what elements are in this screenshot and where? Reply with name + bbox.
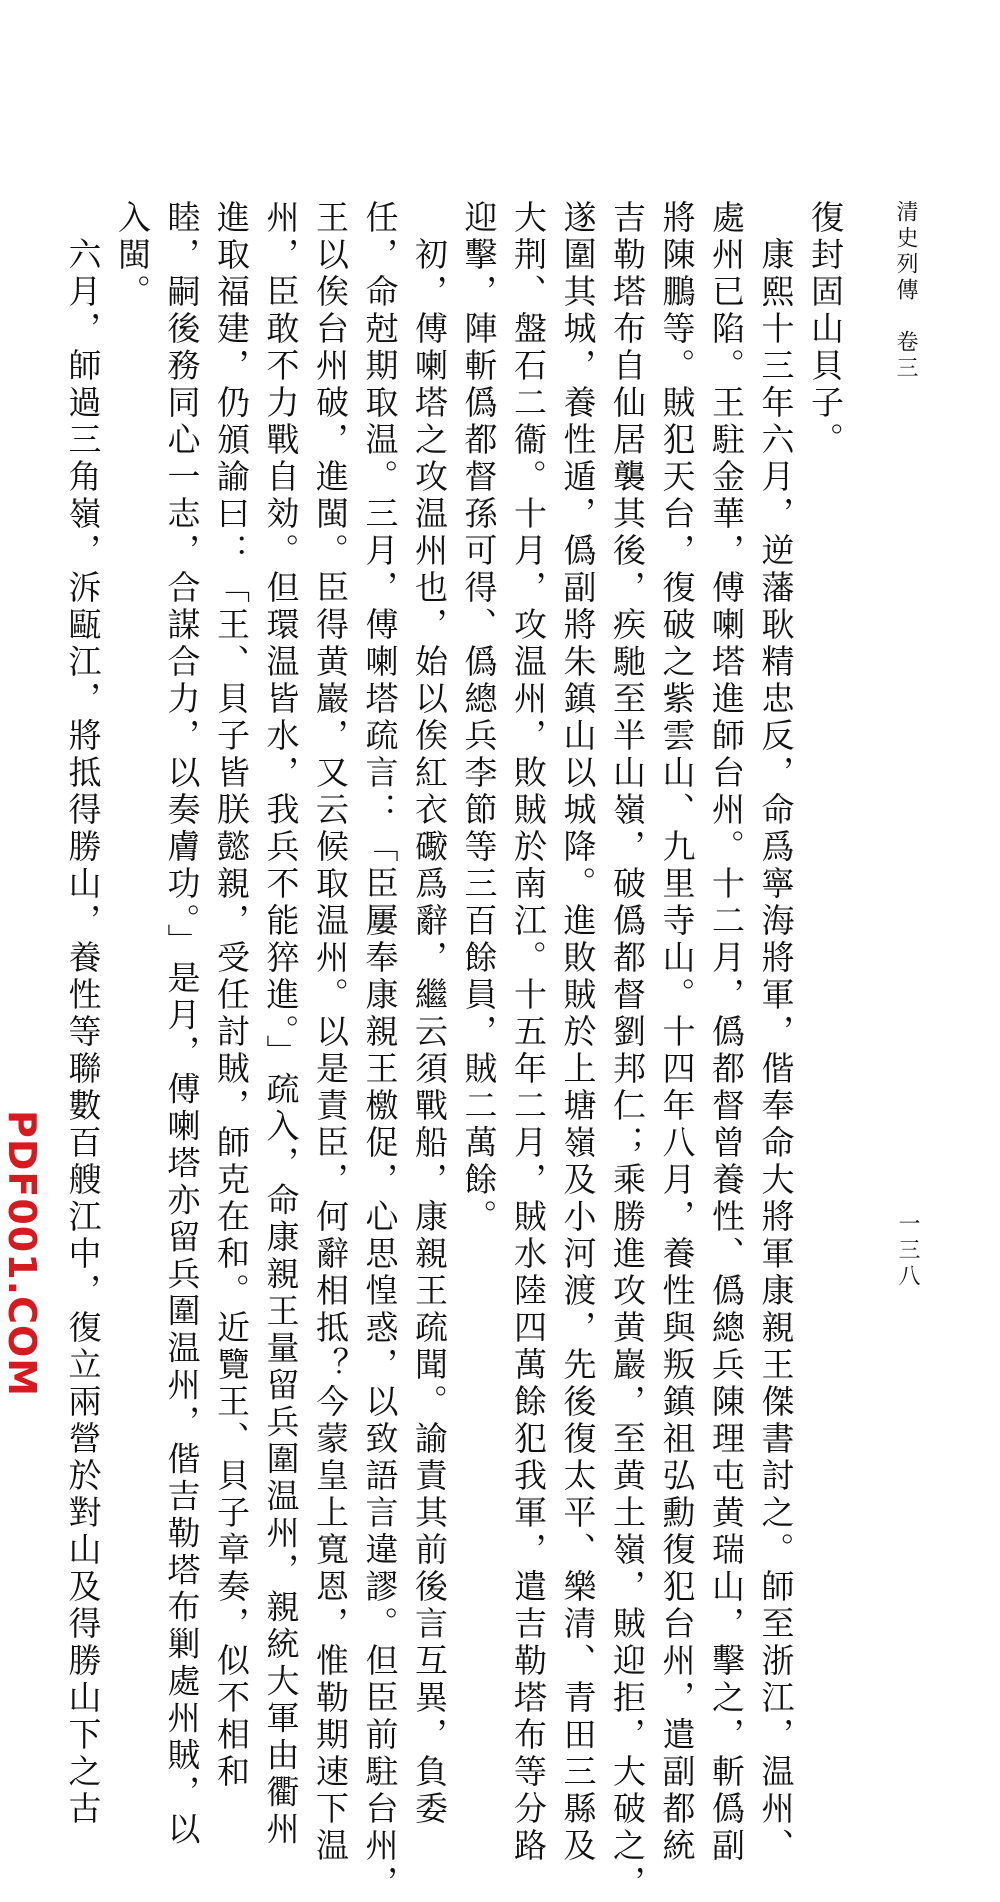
text-column: 進取福建，仍頒諭曰：「王、貝子皆朕懿親，受任討賊，師克在和。近覽王、貝子章奏，似不相和 — [212, 200, 251, 1791]
text-column: 州，臣敢不力戰自効。但環温皆水，我兵不能猝進。」疏入，命康親王量留兵圍温州，親統大軍由衢州 — [261, 200, 301, 1849]
text-column: 復封固山貝子。 — [806, 200, 845, 459]
text-column: 入閩。 — [113, 200, 152, 311]
text-column: 六月，師過三角嶺，泝甌江，將抵得勝山，養性等聯數百艘江中，復立兩營於對山及得勝山下之古 — [63, 200, 103, 1828]
watermark: PDF001.COM — [0, 1110, 44, 1398]
text-column: 將陳鵬等。賊犯天台，復破之紫雲山、九里寺山。十四年八月，養性與叛鎮祖弘勳復犯台州，遣副都統 — [657, 200, 697, 1865]
text-column: 王以俟台州破，進閩。臣得黄巖，又云候取温州。以是責臣，何辭相抵？今蒙皇上寬恩，惟勒期速下温 — [311, 200, 350, 1865]
running-header-title: 清史列傳 卷三 — [893, 200, 918, 382]
text-column: 處州已陷。王駐金華，傅喇塔進師台州。十二月，僞都督曾養性、僞總兵陳理屯黄瑞山，擊之，斬僞副 — [707, 200, 746, 1865]
text-column: 康熙十三年六月，逆藩耿精忠反，命爲寧海將軍，偕奉命大將軍康親王傑書討之。師至浙江，温州、 — [756, 200, 796, 1865]
text-column: 大荆、盤石二衞。十月，攻温州，敗賊於南江。十五年二月，賊水陸四萬餘犯我軍，遣吉勒塔布等分路 — [509, 200, 548, 1865]
text-column: 睦，嗣後務同心一志，合謀合力，以奏膚功。」是月，傅喇塔亦留兵圍温州，偕吉勒塔布剿處州賊，以 — [162, 200, 202, 1849]
text-column: 遂圍其城，養性遁，僞副將朱鎮山以城降。進敗賊於上塘嶺及小河渡，先後復太平、樂清、青田三縣及 — [558, 200, 598, 1865]
text-column: 迎擊，陣斬僞都督孫可得、僞總兵李節等三百餘員，賊二萬餘。 — [459, 200, 499, 1236]
text-column: 初，傅喇塔之攻温州也，始以俟紅衣礮爲辭，繼云須戰船，康親王疏聞。諭責其前後言互異，負委 — [410, 200, 449, 1828]
text-column: 吉勒塔布自仙居襲其後，疾馳至半山嶺，破僞都督劉邦仁；乘勝進攻黄巖，至黄土嶺，賊迎拒，大破之， — [608, 200, 647, 1902]
page-number: 一三八 — [895, 1212, 920, 1290]
main-text — [63, 200, 850, 1902]
text-column: 任，命尅期取温。三月，傅喇塔疏言：「臣屢奉康親王檄促，心思惶惑，以致語言違謬。但臣前駐台州， — [360, 200, 400, 1902]
